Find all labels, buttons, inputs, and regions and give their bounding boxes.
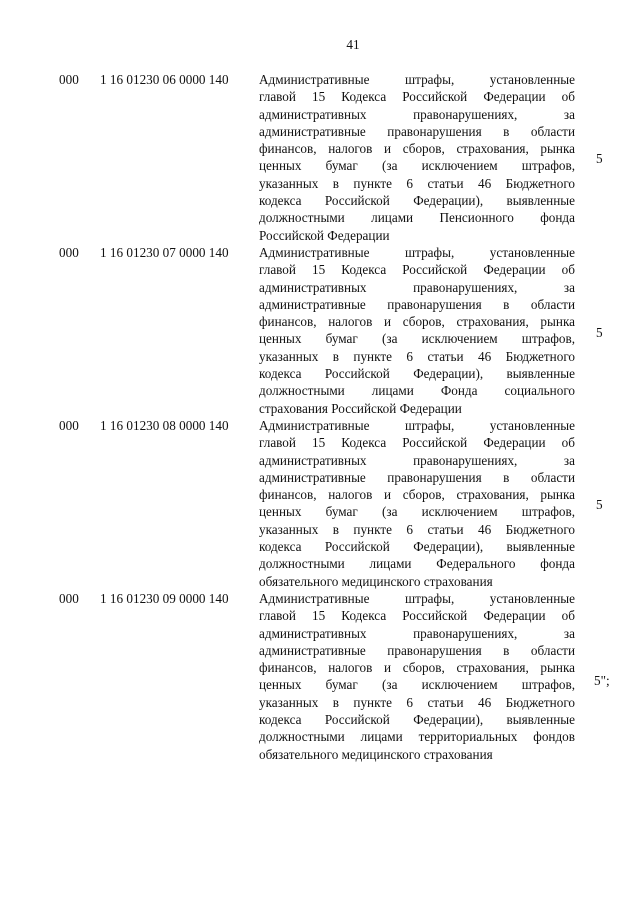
admin-code: 000 [59,417,79,433]
budget-table [0,71,640,763]
admin-code: 000 [59,244,79,260]
description-line: кодекса Российской Федерации), выявленные [259,366,575,382]
description-line: административные правонарушения в области [259,296,575,312]
description-line: административные правонарушения в области [259,469,575,485]
admin-code: 000 [59,590,79,606]
description-line: обязательного медицинского страхования [259,746,493,762]
description-line: кодекса Российской Федерации), выявленные [259,711,575,727]
description-line: обязательного медицинского страхования [259,573,493,589]
description-line: Административные штрафы, установленные [259,72,575,87]
description-line: административных правонарушениях, за [259,625,575,641]
revenue-description [259,244,575,417]
description-line: должностными лицами территориальных фондов [259,729,575,745]
description-line: Российской Федерации [259,227,390,243]
norm-value: 5 [596,324,603,340]
norm-value: 5 [596,151,603,166]
norm-value: 5 [596,496,603,512]
description-line: должностными лицами Фонда социального [259,383,575,399]
revenue-description [259,71,575,244]
revenue-description [259,417,575,590]
table-row [0,590,640,763]
revenue-description [259,590,575,763]
description-line: административные правонарушения в области [259,642,575,658]
admin-code: 000 [59,72,79,87]
description-line: должностными лицами Пенсионного фонда [259,210,575,226]
description-line: ценных бумаг (за исключением штрафов, [259,158,575,174]
table-row [0,71,640,244]
table-row [0,417,640,590]
kbk-code: 1 16 01230 07 0000 140 [100,244,229,260]
description-line: кодекса Российской Федерации), выявленные [259,193,575,209]
description-line: ценных бумаг (за исключением штрафов, [259,331,575,347]
description-line: главой 15 Кодекса Российской Федерации об [259,608,575,624]
description-line: главой 15 Кодекса Российской Федерации об [259,435,575,451]
description-line: должностными лицами Федерального фонда [259,556,575,572]
description-line: страхования Российской Федерации [259,400,462,416]
description-line: ценных бумаг (за исключением штрафов, [259,504,575,520]
description-line: главой 15 Кодекса Российской Федерации об [259,262,575,278]
description-line: финансов, налогов и сборов, страхования, рынка [259,314,575,330]
description-line: финансов, налогов и сборов, страхования, рынка [259,487,575,503]
description-line: указанных в пункте 6 статьи 46 Бюджетного [259,694,575,710]
description-line: финансов, налогов и сборов, страхования, рынка [259,141,575,157]
description-line: административных правонарушениях, за [259,106,575,122]
description-line: главой 15 Кодекса Российской Федерации об [259,89,575,105]
kbk-code: 1 16 01230 08 0000 140 [100,417,229,433]
description-line: ценных бумаг (за исключением штрафов, [259,677,575,693]
description-line: Административные штрафы, установленные [259,590,575,606]
table-row [0,244,640,417]
description-line: административные правонарушения в области [259,123,575,139]
description-line: кодекса Российской Федерации), выявленные [259,539,575,555]
description-line: указанных в пункте 6 статьи 46 Бюджетного [259,521,575,537]
page-number: 41 [346,37,360,52]
kbk-code: 1 16 01230 09 0000 140 [100,590,229,606]
norm-value: 5"; [594,672,610,688]
description-line: административных правонарушениях, за [259,279,575,295]
description-line: указанных в пункте 6 статьи 46 Бюджетного [259,175,575,191]
description-line: Административные штрафы, установленные [259,244,575,260]
description-line: Административные штрафы, установленные [259,417,575,433]
description-line: финансов, налогов и сборов, страхования, рынка [259,660,575,676]
description-line: указанных в пункте 6 статьи 46 Бюджетного [259,348,575,364]
description-line: административных правонарушениях, за [259,452,575,468]
kbk-code: 1 16 01230 06 0000 140 [100,72,229,87]
